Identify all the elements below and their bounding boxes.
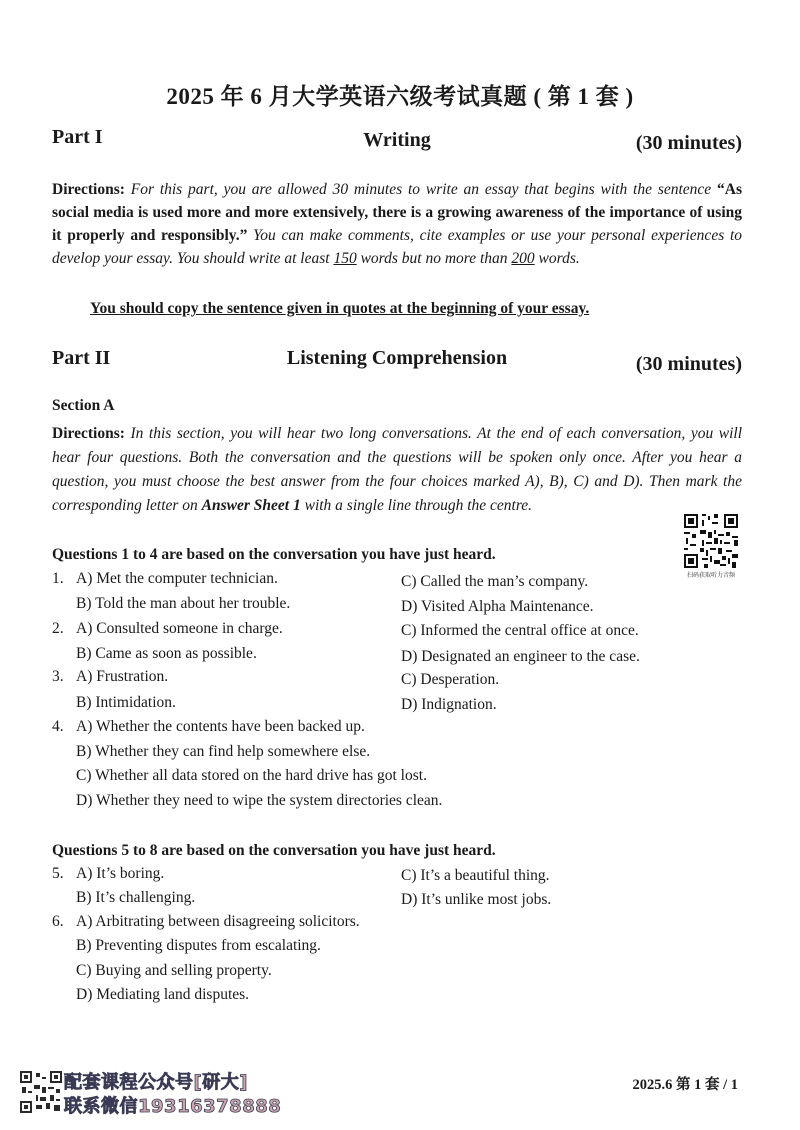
q1-option-c: C) Called the man’s company. bbox=[401, 573, 589, 590]
q5-option-a: A) It’s boring. bbox=[76, 865, 165, 882]
part1-directions-text-3: words but no more than bbox=[360, 250, 508, 267]
max-word-count: 200 bbox=[511, 250, 535, 267]
q1-option-a: A) Met the computer technician. bbox=[76, 570, 278, 587]
q6-number: 6. bbox=[52, 913, 64, 930]
q4-number: 4. bbox=[52, 718, 64, 735]
q1-number: 1. bbox=[52, 570, 64, 587]
part1-directions-label: Directions: bbox=[52, 181, 125, 198]
q2-option-b: B) Came as soon as possible. bbox=[76, 645, 257, 662]
part2-label: Part II bbox=[52, 347, 111, 369]
part2-name: Listening Comprehension bbox=[286, 347, 508, 369]
q2-number: 2. bbox=[52, 620, 64, 637]
part2-directions-text-1: In this section, you will hear two long conversations. At the end of each conversation, you will hear four questions. Both the conversation and the questions will be spoken only once. After you hear a question, you must choose the best answer from the four choices marked A), B), C) and D). Then mark the corresponding letter on bbox=[52, 425, 743, 514]
group1-header: Questions 1 to 4 are based on the conversation you have just heard. bbox=[52, 546, 496, 563]
audio-qr-code[interactable] bbox=[682, 512, 740, 570]
q2-option-a: A) Consulted someone in charge. bbox=[76, 620, 283, 637]
answer-sheet-ref: Answer Sheet 1 bbox=[201, 497, 301, 514]
part2-directions-text-2: with a single line through the centre. bbox=[304, 497, 533, 514]
q5-number: 5. bbox=[52, 865, 64, 882]
part1-header bbox=[52, 126, 742, 156]
page-footer: 2025.6 第 1 套 / 1 bbox=[632, 1077, 738, 1093]
min-word-count: 150 bbox=[333, 250, 357, 267]
q4-option-c: C) Whether all data stored on the hard drive has got lost. bbox=[76, 767, 427, 784]
q2-option-d: D) Designated an engineer to the case. bbox=[401, 648, 640, 665]
watermark-qr-code bbox=[20, 1070, 62, 1114]
q3-option-b: B) Intimidation. bbox=[76, 694, 176, 711]
q2-option-c: C) Informed the central office at once. bbox=[401, 622, 639, 639]
q4-option-d: D) Whether they need to wipe the system directories clean. bbox=[76, 792, 443, 809]
group2-header: Questions 5 to 8 are based on the conversation you have just heard. bbox=[52, 842, 496, 859]
q6-option-d: D) Mediating land disputes. bbox=[76, 986, 250, 1003]
q1-option-b: B) Told the man about her trouble. bbox=[76, 595, 291, 612]
audio-qr-caption: 扫码获取听力音频 bbox=[686, 572, 735, 579]
q6-option-b: B) Preventing disputes from escalating. bbox=[76, 937, 321, 954]
part2-time: (30 minutes) bbox=[635, 353, 742, 375]
copy-sentence-note: You should copy the sentence given in quotes at the beginning of your essay. bbox=[90, 300, 590, 317]
part2-directions-label: Directions: bbox=[52, 425, 125, 442]
part1-directions-text-1: For this part, you are allowed 30 minutes to write an essay that begins with the sentence bbox=[130, 181, 712, 198]
q4-option-a: A) Whether the contents have been backed up. bbox=[76, 718, 365, 735]
watermark-line-2: 联系微信19316378888 bbox=[64, 1096, 282, 1117]
q5-option-d: D) It’s unlike most jobs. bbox=[401, 891, 552, 908]
q5-option-c: C) It’s a beautiful thing. bbox=[401, 867, 550, 884]
part1-time: (30 minutes) bbox=[635, 132, 742, 154]
part2-header bbox=[52, 347, 742, 377]
section-a-heading: Section A bbox=[52, 397, 115, 414]
watermark-line-1: 配套课程公众号[研大] bbox=[64, 1072, 248, 1093]
q6-option-c: C) Buying and selling property. bbox=[76, 962, 272, 979]
q1-option-d: D) Visited Alpha Maintenance. bbox=[401, 598, 594, 615]
part2-directions bbox=[52, 422, 742, 518]
part1-directions bbox=[52, 178, 742, 270]
part1-label: Part I bbox=[52, 126, 103, 148]
part1-name: Writing bbox=[363, 129, 431, 151]
q5-option-b: B) It’s challenging. bbox=[76, 889, 196, 906]
essay-prompt-quote: “As social media is used more and more extensively, there is a growing awareness of the importance of using it properly and responsibly.” bbox=[52, 181, 742, 244]
q3-number: 3. bbox=[52, 668, 64, 685]
q3-option-a: A) Frustration. bbox=[76, 668, 169, 685]
q6-option-a: A) Arbitrating between disagreeing solicitors. bbox=[76, 913, 360, 930]
exam-title: 2025 年 6 月大学英语六级考试真题 ( 第 1 套 ) bbox=[166, 84, 634, 109]
q3-option-d: D) Indignation. bbox=[401, 696, 497, 713]
part1-directions-text-2: You can make comments, cite examples or use your personal experiences to develop your essay. You should write at least bbox=[52, 227, 743, 267]
part1-directions-text-4: words. bbox=[538, 250, 580, 267]
q4-option-b: B) Whether they can find help somewhere else. bbox=[76, 743, 371, 760]
q3-option-c: C) Desperation. bbox=[401, 671, 500, 688]
